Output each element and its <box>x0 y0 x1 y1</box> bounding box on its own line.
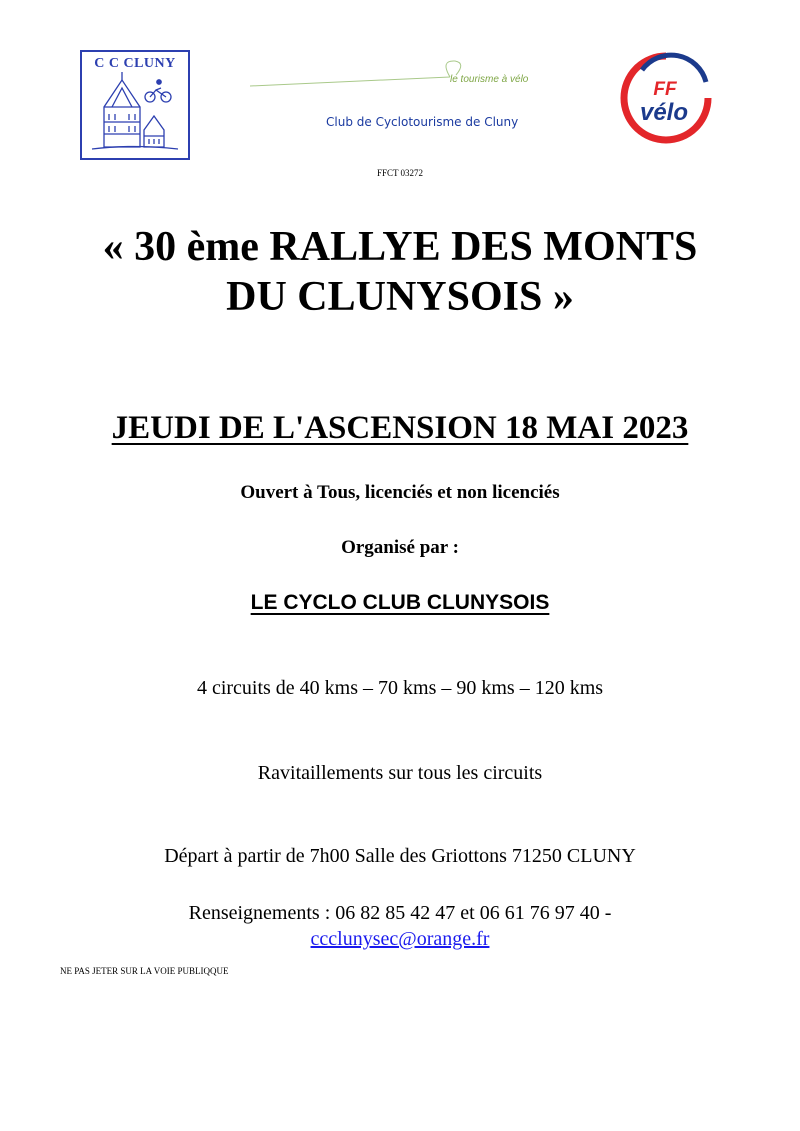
event-title-line2: DU CLUNYSOIS » <box>226 274 574 320</box>
tagline: le tourisme à vélo <box>450 74 529 85</box>
ffct-number: FFCT 03272 <box>376 168 424 178</box>
contact-text: Renseignements : 06 82 85 42 47 et 06 61 76 97 40 - <box>188 902 612 924</box>
event-date <box>0 410 800 447</box>
event-title <box>0 222 800 322</box>
ffvelo-logo <box>618 50 714 146</box>
departure-text: Départ à partir de 7h00 Salle des Griottons 71250 CLUNY <box>164 845 636 867</box>
organised-by-label: Organisé par : <box>341 537 459 558</box>
club-logo-text: C C CLUNY <box>94 56 176 71</box>
open-to-text: Ouvert à Tous, licenciés et non licenciés <box>240 482 560 503</box>
refreshments-text: Ravitaillements sur tous les circuits <box>257 762 543 784</box>
abbey-tower-icon <box>82 52 188 158</box>
organiser-name-text: LE CYCLO CLUB CLUNYSOIS <box>250 591 550 614</box>
event-date-text: JEUDI DE L'ASCENSION 18 MAI 2023 <box>111 410 689 446</box>
organiser-name <box>0 591 800 615</box>
footer-notice: NE PAS JETER SUR LA VOIE PUBLIQQUE <box>60 966 229 976</box>
email-link[interactable]: ccclunysec@orange.fr <box>310 928 490 950</box>
circuits-text: 4 circuits de 40 kms – 70 kms – 90 kms – 120 kms <box>196 677 604 699</box>
event-title-line1: « 30 ème RALLYE DES MONTS <box>102 224 698 270</box>
swoosh-decoration <box>250 55 480 95</box>
club-name: Club de Cyclotourisme de Cluny <box>326 115 519 129</box>
ffvelo-logo-top: FF <box>653 79 677 100</box>
ffvelo-logo-bottom: vélo <box>639 99 689 126</box>
email-line <box>0 928 800 951</box>
club-logo <box>80 50 190 160</box>
